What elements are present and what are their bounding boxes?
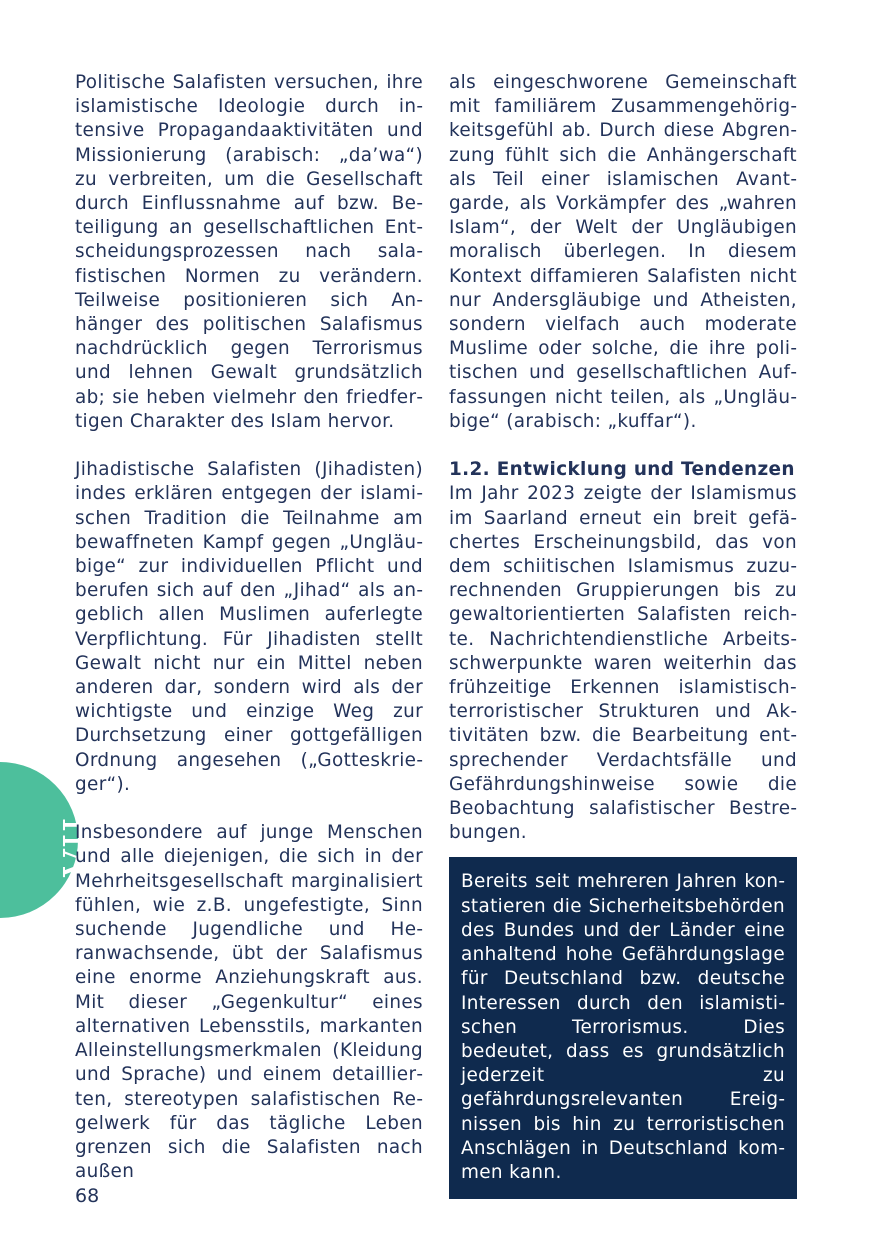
paragraph-political-salafists: Politische Salafisten versuchen, ihre islamistische Ideologie durch intensive Propagandaaktivitäten und Missionierung (arabisch: „da’wa“) zu verbreiten, um die Gesellschaft durch Einflussnahme auf bzw. Beteiligung an gesellschaftlichen Entscheidungsprozessen nach salafistischen Normen zu verändern. Teilweise positionieren sich Anhänger des politischen Salafismus nachdrücklich gegen Terrorismus und lehnen Gewalt grundsätzlich ab; sie heben vielmehr den friedfertigen Charakter des Islam hervor. (75, 72, 423, 432)
chapter-number: VII. (56, 803, 100, 877)
paragraph-young-people: Insbesondere auf junge Menschen und alle diejenigen, die sich in der Mehrheitsgesellschaft marginalisiert fühlen, wie z.B. ungefestigte, Sinn suchende Jugendliche und Heranwachsende, übt der Salafismus eine enorme Anziehungskraft aus. Mit dieser „Gegenkultur“ eines alternativen Lebensstils, markanten Alleinstellungsmerkmalen (Kleidung und Sprache) und einem detaillierten, stereotypen salafistischen Regelwerk für das tägliche Leben grenzen sich die Salafisten nach außen (75, 822, 423, 1183)
paragraph-jihadist-salafists: Jihadistische Salafisten (Jihadisten) indes erklären entgegen der islamischen Tradition die Teilnahme am bewaffneten Kampf gegen „Ungläubige“ zur individuellen Pflicht und berufen sich auf den „Jihad“ als angeblich allen Muslimen auferlegte Verpflichtung. Für Jihadisten stellt Gewalt nicht nur ein Mittel neben anderen dar, sondern wird als der wichtigste und einzige Weg zur Durchsetzung einer gottgefälligen Ordnung angesehen („Gotteskrieger“). (75, 459, 423, 795)
paragraph-continued: als eingeschworene Gemeinschaft mit familiärem Zusammengehörigkeitsgefühl ab. Durch diese Abgrenzung fühlt sich die Anhängerschaft als Teil einer islamischen Avantgarde, als Vorkämpfer des „wahren Islam“, der Welt der Ungläubigen moralisch überlegen. In diesem Kontext diffamieren Salafisten nicht nur Andersgläubige und Atheisten, sondern vielfach auch moderate Muslime oder solche, die ihre politischen und gesellschaftlichen Auffassungen nicht teilen, als „Ungläubige“ (arabisch: „kuffar“). (449, 72, 797, 432)
paragraph-development: Im Jahr 2023 zeigte der Islamismus im Saarland erneut ein breit gefächertes Erscheinungsbild, das von dem schiitischen Islamismus zuzurechnenden Gruppierungen bis zu gewaltorientierten Salafisten reichte. Nachrichtendienstliche Arbeitsschwerpunkte waren weiterhin das frühzeitige Erkennen islamistisch-terroristischer Strukturen und Aktivitäten bzw. die Bearbeitung entsprechender Verdachtsfälle und Gefährdungshinweise sowie die Beobachtung salafistischer Bestrebungen. (449, 483, 797, 844)
info-box: Bereits seit mehreren Jahren konstatieren die Sicherheitsbehörden des Bundes und der Länder eine anhaltend hohe Gefährdungslage für Deutschland bzw. deutsche Interessen durch den islamistischen Terrorismus. Dies bedeutet, dass es grundsätzlich jederzeit zu gefährdungsrelevanten Ereignissen bis hin zu terroristischen Anschlägen in Deutschland kommen kann. (449, 857, 797, 1199)
left-column (75, 71, 423, 1209)
page-number: 68 (75, 1185, 100, 1207)
section-heading: 1.2. Entwicklung und Tendenzen (449, 459, 795, 481)
right-column (449, 71, 797, 1199)
